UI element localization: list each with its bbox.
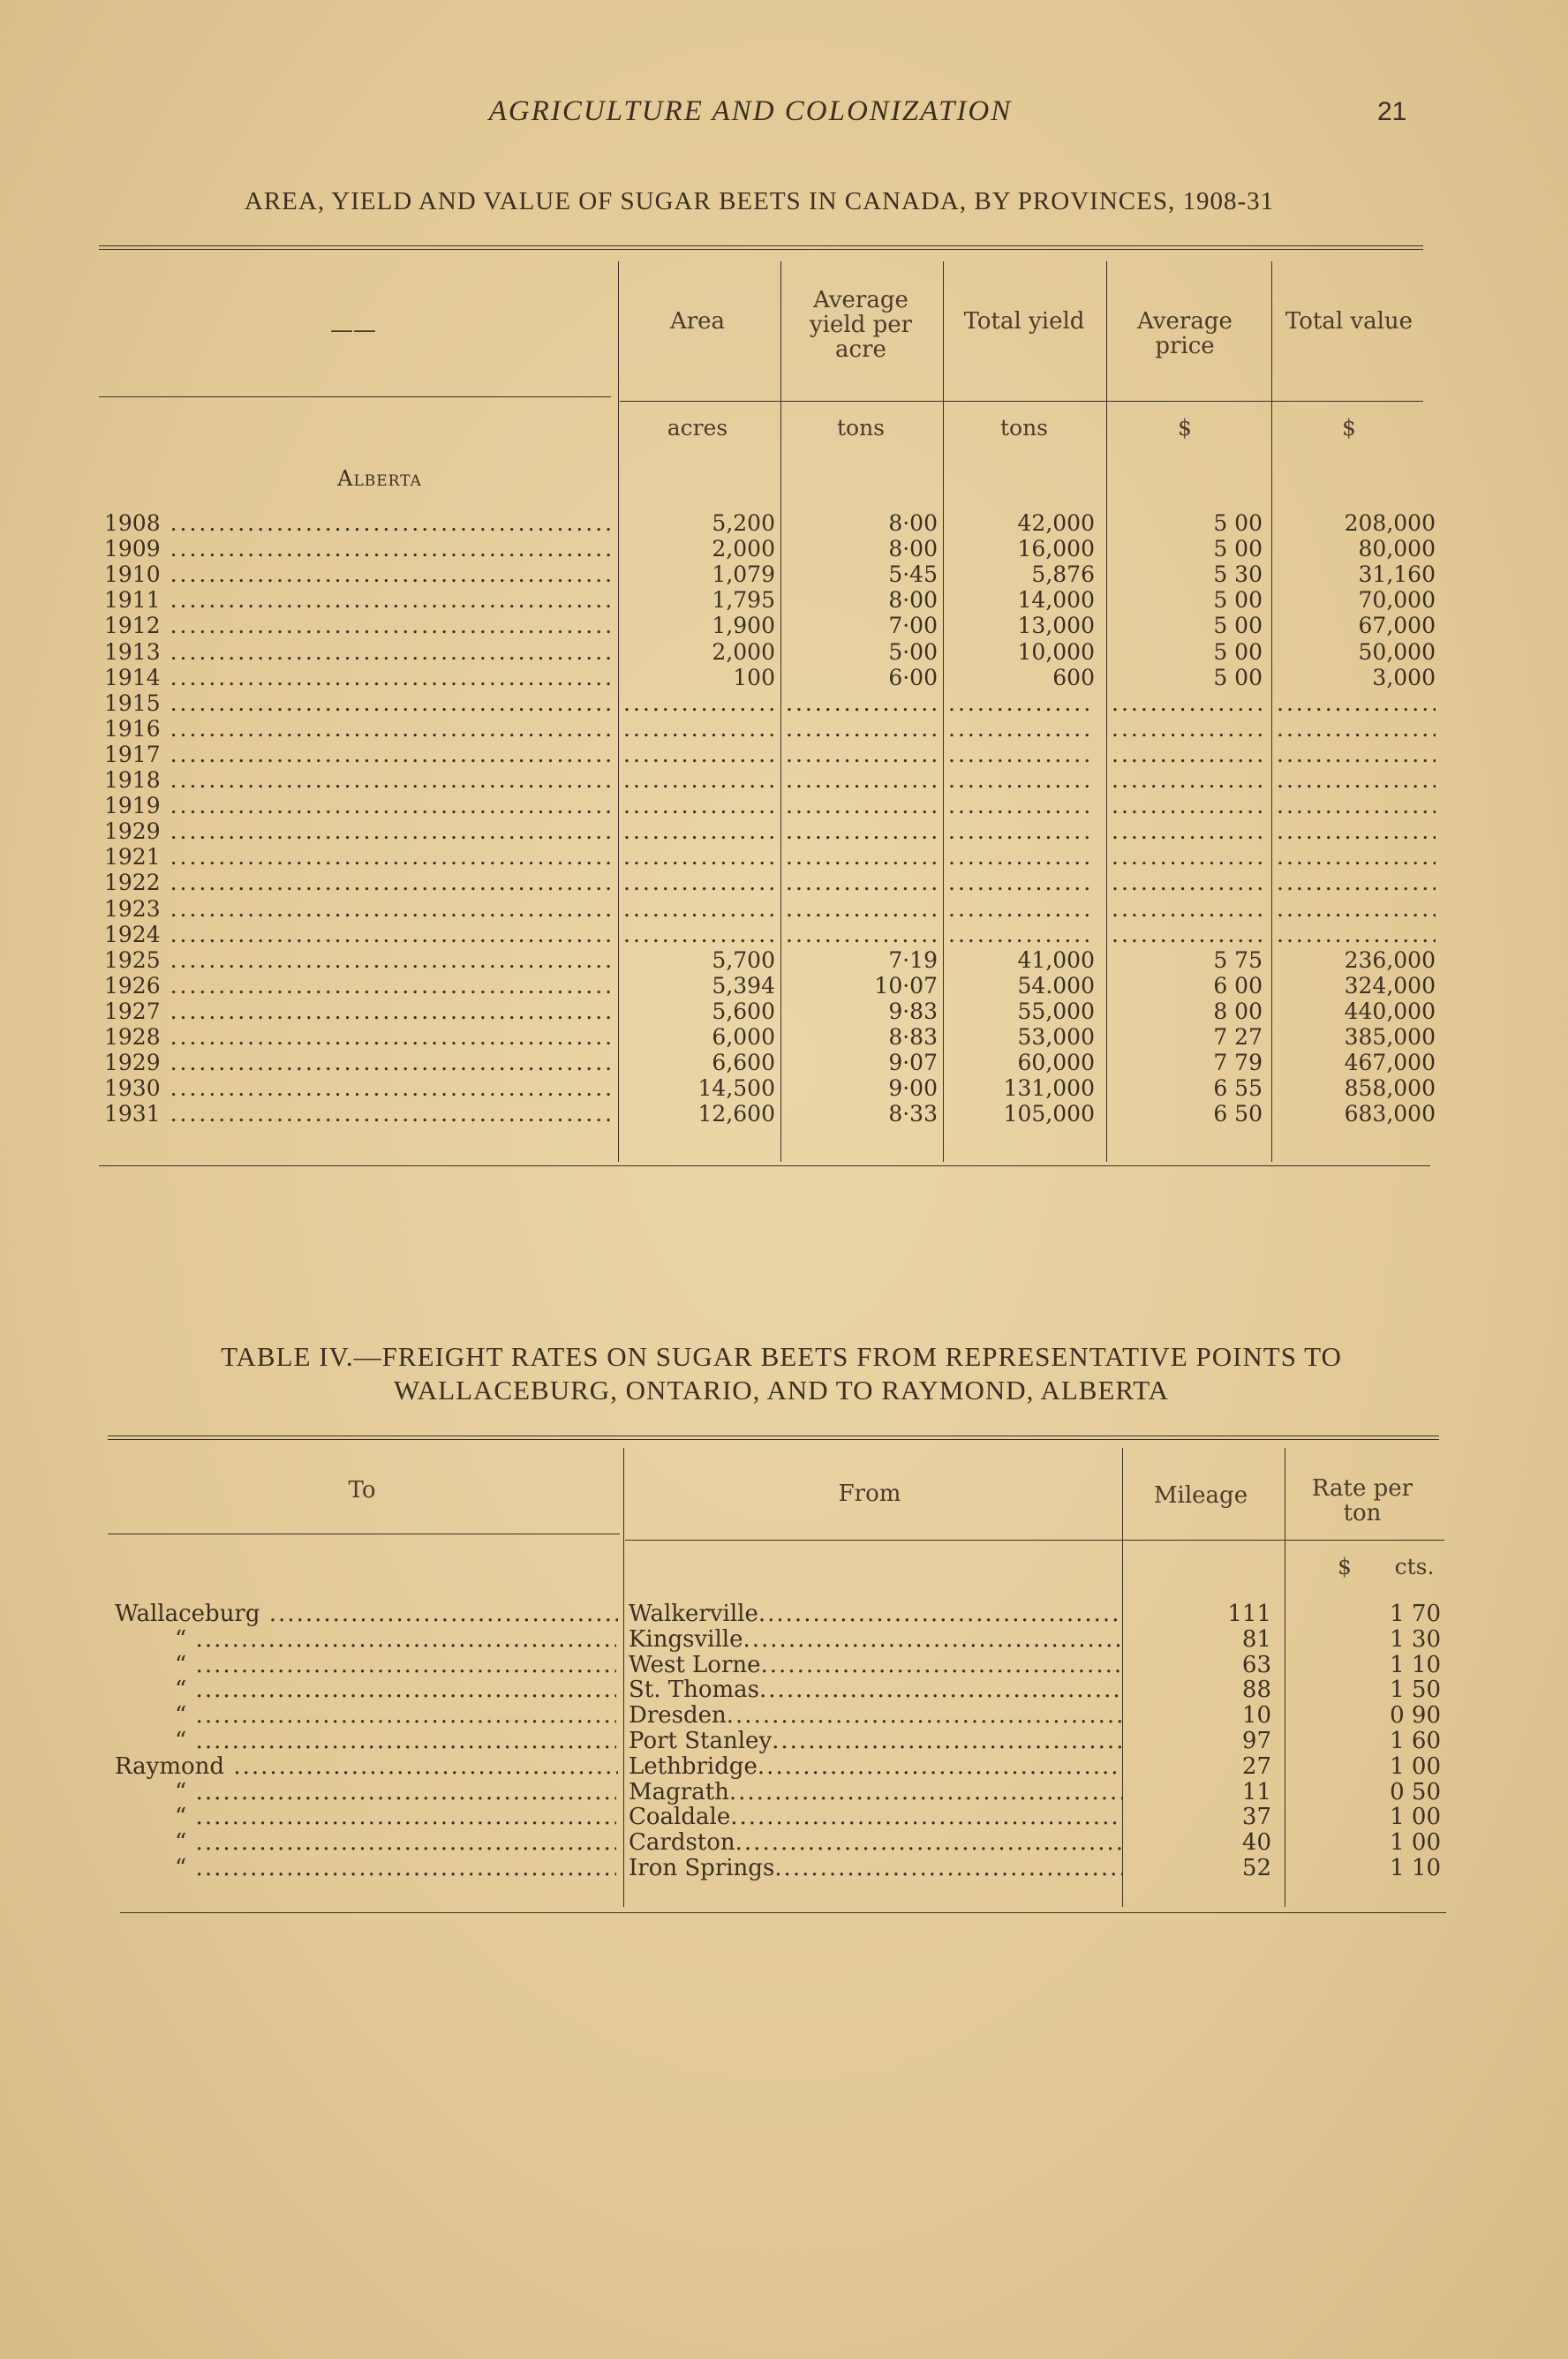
table-row: [0, 613, 1501, 638]
table-row: [0, 1780, 1501, 1805]
cell-avg-yield: 9·07: [888, 1050, 938, 1076]
table-row: [0, 1653, 1501, 1678]
empty-cell-leader: [623, 844, 775, 870]
cell-mileage: 81: [1241, 1625, 1271, 1653]
cell-mileage: 63: [1241, 1651, 1271, 1678]
empty-cell-leader: [1277, 767, 1436, 793]
rate-unit-dollars: $: [1338, 1554, 1352, 1579]
table-row: [0, 665, 1501, 690]
cell-total-yield: 5,876: [1031, 561, 1095, 588]
empty-cell-leader: [1277, 818, 1436, 844]
empty-cell-leader: [1277, 870, 1436, 895]
col-header-avg-yield: Average yield per acre: [809, 287, 913, 363]
cell-area: 12,600: [697, 1101, 775, 1127]
row-year: 1921 .....: [104, 844, 616, 870]
cell-total-yield: 105,000: [1003, 1101, 1095, 1127]
cell-rate: 0 90: [1390, 1702, 1441, 1730]
cell-total-yield: 41,000: [1017, 946, 1095, 973]
table-row: [0, 1024, 1501, 1050]
cell-total-value: 467,000: [1344, 1050, 1436, 1076]
table-row: [0, 973, 1501, 999]
cell-mileage: 97: [1241, 1728, 1271, 1754]
table-row: [0, 587, 1501, 613]
empty-cell-leader: [623, 870, 775, 895]
table-row: [0, 818, 1501, 844]
table-row: [0, 870, 1501, 895]
table-row: [0, 922, 1501, 947]
cell-rate: 1 00: [1390, 1804, 1441, 1831]
empty-cell-leader: [623, 922, 775, 947]
cell-total-yield: 131,000: [1003, 1075, 1095, 1102]
row-year: 1913 .....: [104, 639, 616, 665]
table1-bottom-rule: [99, 1165, 1430, 1166]
cell-avg-yield: 7·19: [888, 946, 938, 973]
table-row: [0, 1075, 1501, 1101]
cell-area: 5,200: [712, 510, 775, 536]
cell-rate: 1 00: [1390, 1752, 1441, 1780]
table2-bottom-rule: [120, 1912, 1446, 1913]
table1-stub-header: ——: [330, 317, 376, 343]
cell-total-value: 3,000: [1372, 664, 1436, 690]
row-year: 1929 .....: [104, 818, 616, 844]
table2-title: [97, 1340, 1466, 1407]
table-row: [0, 690, 1501, 716]
empty-cell-leader: [1277, 716, 1436, 742]
cell-area: 6,000: [712, 1024, 775, 1050]
empty-cell-leader: [1277, 793, 1436, 818]
table-row: [0, 1703, 1501, 1729]
cell-area: 1,795: [712, 587, 775, 614]
row-year: 1927 .....: [104, 999, 616, 1024]
col-header-total-value: Total value: [1285, 308, 1413, 335]
cell-to: Wallaceburg .....: [115, 1602, 618, 1627]
cell-rate: 1 60: [1390, 1728, 1441, 1754]
empty-cell-leader: [1277, 896, 1436, 922]
table-row: [0, 639, 1501, 665]
cell-from: Lethbridge .....: [629, 1754, 1123, 1780]
cell-avg-yield: 5·45: [888, 561, 938, 588]
cell-avg-yield: 5·00: [888, 638, 938, 665]
cell-avg-yield: 9·83: [888, 998, 938, 1024]
cell-rate: 1 00: [1390, 1829, 1441, 1857]
cell-to: “ .....: [175, 1677, 616, 1703]
empty-cell-leader: [623, 896, 775, 922]
table-row: [0, 1602, 1501, 1627]
unit-total-value: $: [1342, 415, 1356, 441]
unit-total-yield: tons: [999, 415, 1049, 441]
empty-cell-leader: [1277, 742, 1436, 767]
empty-cell-leader: [1277, 922, 1436, 947]
cell-rate: 1 70: [1390, 1601, 1441, 1627]
unit-avg-yield: tons: [836, 415, 886, 441]
cell-avg-price: 5 00: [1213, 638, 1263, 665]
empty-cell-leader: [1112, 896, 1263, 922]
cell-avg-yield: 8·00: [888, 536, 938, 562]
empty-cell-leader: [786, 896, 938, 922]
cell-total-value: 31,160: [1358, 561, 1436, 588]
empty-cell-leader: [948, 922, 1095, 947]
cell-avg-yield: 6·00: [888, 664, 938, 690]
cell-avg-yield: 7·00: [888, 613, 938, 639]
cell-from: Walkerville .....: [629, 1602, 1123, 1627]
cell-avg-price: 5 75: [1213, 946, 1263, 973]
header-bottom-rule: [620, 401, 1423, 402]
cell-total-yield: 16,000: [1017, 536, 1095, 562]
cell-avg-yield: 8·83: [888, 1024, 938, 1050]
table2-header-bottom-rule: [625, 1540, 1444, 1541]
empty-cell-leader: [948, 793, 1095, 818]
cell-avg-price: 5 30: [1213, 561, 1263, 588]
table-row: [0, 1729, 1501, 1754]
cell-to: “ .....: [175, 1729, 616, 1754]
cell-rate: 1 30: [1390, 1625, 1441, 1653]
cell-avg-price: 7 27: [1213, 1024, 1263, 1050]
cell-to: “ .....: [175, 1780, 616, 1805]
cell-rate: 1 10: [1390, 1651, 1441, 1678]
col-header-area: Area: [669, 308, 726, 335]
row-year: 1916 .....: [104, 716, 616, 742]
empty-cell-leader: [1112, 844, 1263, 870]
table1-title: AREA, YIELD AND VALUE OF SUGAR BEETS IN CANADA, BY PROVINCES, 1908-31: [244, 187, 1275, 215]
cell-avg-price: 6 00: [1213, 972, 1263, 999]
col-header-from: From: [838, 1481, 901, 1507]
row-year: 1930 .....: [104, 1075, 616, 1101]
cell-avg-price: 8 00: [1213, 998, 1263, 1024]
cell-total-yield: 14,000: [1017, 587, 1095, 614]
row-year: 1929 .....: [104, 1050, 616, 1075]
empty-cell-leader: [1277, 844, 1436, 870]
cell-to: Raymond .....: [115, 1754, 618, 1780]
cell-total-value: 67,000: [1358, 613, 1436, 639]
cell-total-value: 683,000: [1344, 1101, 1436, 1127]
empty-cell-leader: [1277, 690, 1436, 716]
cell-total-value: 80,000: [1358, 536, 1436, 562]
cell-from: St. Thomas .....: [629, 1677, 1123, 1703]
unit-avg-price: $: [1178, 415, 1192, 441]
cell-to: “ .....: [175, 1627, 616, 1653]
cell-total-yield: 53,000: [1017, 1024, 1095, 1050]
empty-cell-leader: [786, 844, 938, 870]
cell-total-yield: 54.000: [1017, 972, 1095, 999]
empty-cell-leader: [1112, 818, 1263, 844]
empty-cell-leader: [786, 793, 938, 818]
cell-area: 2,000: [712, 638, 775, 665]
row-year: 1911 .....: [104, 587, 616, 613]
cell-total-value: 208,000: [1344, 510, 1436, 536]
table-row: [0, 844, 1501, 870]
cell-avg-price: 6 50: [1213, 1101, 1263, 1127]
empty-cell-leader: [1112, 793, 1263, 818]
stub-header-rule: [99, 396, 611, 397]
cell-avg-yield: 9·00: [888, 1075, 938, 1102]
table-row: [0, 536, 1501, 561]
table-row: [0, 1050, 1501, 1075]
cell-area: 1,079: [712, 561, 775, 588]
empty-cell-leader: [948, 870, 1095, 895]
row-year: 1917 .....: [104, 742, 616, 767]
cell-to: “ .....: [175, 1830, 616, 1856]
row-year: 1908 .....: [104, 510, 616, 536]
cell-total-yield: 60,000: [1017, 1050, 1095, 1076]
table-row: [0, 1677, 1501, 1703]
cell-mileage: 27: [1241, 1752, 1271, 1780]
cell-from: Iron Springs .....: [629, 1856, 1123, 1881]
col-header-avg-price: Average price: [1137, 308, 1233, 359]
empty-cell-leader: [786, 922, 938, 947]
cell-rate: 0 50: [1390, 1778, 1441, 1805]
cell-total-value: 858,000: [1344, 1075, 1436, 1102]
cell-avg-price: 5 00: [1213, 510, 1263, 536]
cell-total-yield: 55,000: [1017, 998, 1095, 1024]
table-row: [0, 561, 1501, 587]
empty-cell-leader: [948, 844, 1095, 870]
row-year: 1915 .....: [104, 690, 616, 716]
cell-mileage: 111: [1227, 1601, 1271, 1627]
cell-from: Dresden .....: [629, 1703, 1123, 1729]
empty-cell-leader: [786, 870, 938, 895]
row-year: 1931 .....: [104, 1101, 616, 1127]
cell-area: 5,394: [712, 972, 775, 999]
cell-from: West Lorne .....: [629, 1653, 1123, 1678]
cell-from: Cardston .....: [629, 1830, 1123, 1856]
cell-total-value: 385,000: [1344, 1024, 1436, 1050]
table-row: [0, 1830, 1501, 1856]
cell-avg-price: 5 00: [1213, 587, 1263, 614]
cell-avg-price: 7 79: [1213, 1050, 1263, 1076]
rate-unit-cents: cts.: [1394, 1554, 1435, 1579]
cell-rate: 1 50: [1390, 1677, 1441, 1704]
empty-cell-leader: [623, 690, 775, 716]
table1-top-rule: [99, 245, 1423, 250]
cell-total-value: 324,000: [1344, 972, 1436, 999]
empty-cell-leader: [623, 818, 775, 844]
cell-area: 6,600: [712, 1050, 775, 1076]
cell-to: “ .....: [175, 1703, 616, 1729]
row-year: 1928 .....: [104, 1024, 616, 1050]
col-header-total-yield: Total yield: [963, 308, 1085, 335]
empty-cell-leader: [1112, 922, 1263, 947]
empty-cell-leader: [623, 716, 775, 742]
cell-total-value: 50,000: [1358, 638, 1436, 665]
col-header-to: To: [348, 1477, 376, 1504]
table-row: [0, 767, 1501, 793]
cell-area: 14,500: [697, 1075, 775, 1102]
empty-cell-leader: [623, 767, 775, 793]
empty-cell-leader: [1112, 690, 1263, 716]
table-row: [0, 1754, 1501, 1780]
cell-area: 5,700: [712, 946, 775, 973]
col-header-rate: Rate per ton: [1311, 1475, 1413, 1526]
row-year: 1926 .....: [104, 973, 616, 999]
cell-from: Magrath .....: [629, 1780, 1123, 1805]
empty-cell-leader: [1112, 742, 1263, 767]
table2-title-line2: WALLACEBURG, ONTARIO, AND TO RAYMOND, ALBERTA: [393, 1375, 1170, 1406]
cell-avg-price: 5 00: [1213, 536, 1263, 562]
empty-cell-leader: [786, 742, 938, 767]
cell-total-value: 236,000: [1344, 946, 1436, 973]
cell-avg-price: 5 00: [1213, 613, 1263, 639]
row-year: 1909 .....: [104, 536, 616, 561]
table-row: [0, 793, 1501, 818]
empty-cell-leader: [786, 818, 938, 844]
empty-cell-leader: [623, 793, 775, 818]
row-year: 1912 .....: [104, 613, 616, 638]
empty-cell-leader: [948, 742, 1095, 767]
cell-avg-yield: 8·33: [888, 1101, 938, 1127]
cell-to: “ .....: [175, 1856, 616, 1881]
cell-to: “ .....: [175, 1653, 616, 1678]
table-row: [0, 716, 1501, 742]
row-year: 1922 .....: [104, 870, 616, 895]
row-year: 1918 .....: [104, 767, 616, 793]
table-row: [0, 1101, 1501, 1127]
table-row: [0, 1805, 1501, 1830]
table-row: [0, 1627, 1501, 1653]
cell-mileage: 37: [1241, 1804, 1271, 1831]
cell-total-yield: 10,000: [1017, 638, 1095, 665]
row-year: 1910 .....: [104, 561, 616, 587]
cell-area: 5,600: [712, 998, 775, 1024]
row-year: 1924 .....: [104, 922, 616, 947]
table-row: [0, 896, 1501, 922]
table2-top-rule: [108, 1436, 1439, 1440]
cell-from: Kingsville .....: [629, 1627, 1123, 1653]
cell-from: Coaldale .....: [629, 1805, 1123, 1830]
cell-mileage: 88: [1241, 1677, 1271, 1704]
cell-total-yield: 13,000: [1017, 613, 1095, 639]
table-row: [0, 947, 1501, 973]
cell-total-value: 70,000: [1358, 587, 1436, 614]
unit-area: acres: [667, 415, 728, 441]
cell-avg-price: 5 00: [1213, 664, 1263, 690]
empty-cell-leader: [948, 896, 1095, 922]
cell-avg-yield: 10·07: [874, 972, 938, 999]
row-year: 1925 .....: [104, 947, 616, 973]
empty-cell-leader: [786, 690, 938, 716]
row-year: 1923 .....: [104, 896, 616, 922]
cell-total-yield: 600: [1052, 664, 1095, 690]
section-alberta: Alberta: [337, 466, 422, 491]
cell-avg-yield: 8·00: [888, 587, 938, 614]
table2-title-line1: TABLE IV.—FREIGHT RATES ON SUGAR BEETS FROM REPRESENTATIVE POINTS TO: [221, 1341, 1342, 1372]
table-row: [0, 742, 1501, 767]
cell-mileage: 11: [1241, 1778, 1271, 1805]
empty-cell-leader: [1112, 870, 1263, 895]
cell-mileage: 52: [1241, 1855, 1271, 1881]
cell-avg-yield: 8·00: [888, 510, 938, 536]
cell-area: 100: [733, 664, 775, 690]
empty-cell-leader: [786, 767, 938, 793]
cell-total-yield: 42,000: [1017, 510, 1095, 536]
cell-mileage: 40: [1241, 1829, 1271, 1857]
empty-cell-leader: [786, 716, 938, 742]
cell-rate: 1 10: [1390, 1855, 1441, 1881]
cell-to: “ .....: [175, 1805, 616, 1830]
empty-cell-leader: [948, 716, 1095, 742]
table-row: [0, 510, 1501, 536]
table-row: [0, 999, 1501, 1024]
empty-cell-leader: [1112, 767, 1263, 793]
cell-area: 2,000: [712, 536, 775, 562]
table-row: [0, 1856, 1501, 1881]
cell-mileage: 10: [1241, 1702, 1271, 1730]
empty-cell-leader: [1112, 716, 1263, 742]
cell-total-value: 440,000: [1344, 998, 1436, 1024]
empty-cell-leader: [948, 690, 1095, 716]
col-header-mileage: Mileage: [1153, 1482, 1248, 1509]
empty-cell-leader: [948, 767, 1095, 793]
row-year: 1919 .....: [104, 793, 616, 818]
page-number: 21: [1377, 97, 1407, 126]
empty-cell-leader: [948, 818, 1095, 844]
row-year: 1914 .....: [104, 665, 616, 690]
cell-avg-price: 6 55: [1213, 1075, 1263, 1102]
cell-area: 1,900: [712, 613, 775, 639]
running-head: AGRICULTURE AND COLONIZATION: [488, 95, 1013, 127]
cell-from: Port Stanley .....: [629, 1729, 1123, 1754]
empty-cell-leader: [623, 742, 775, 767]
